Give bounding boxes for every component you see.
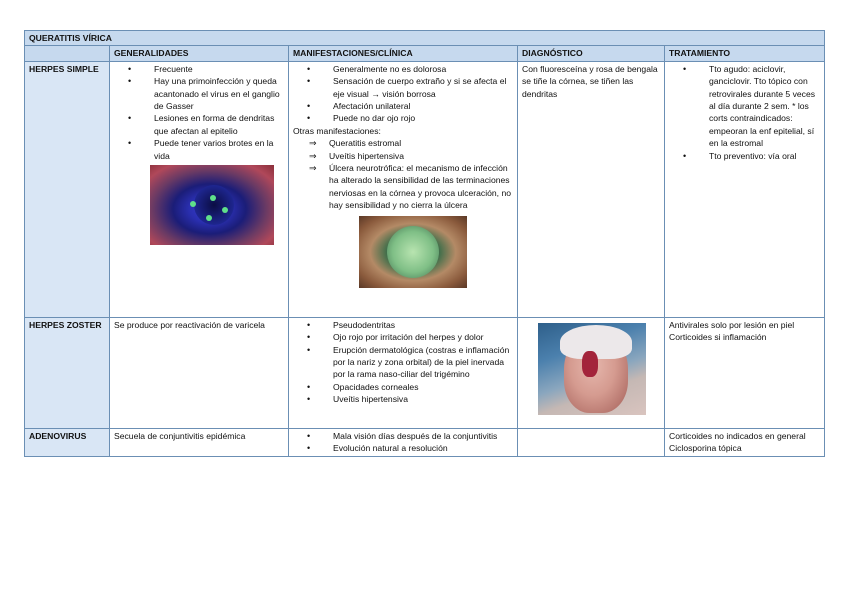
cell-ad-manifestaciones: [289, 428, 518, 456]
list-item: • Tto agudo: aciclovir, ganciclovir. Tto tópico con retrovirales durante 5 veces al día durante 2 sem. * los corts contraindicados: empeoran la enf epitelial, sí en la estromal: [709, 63, 820, 150]
cornea-shape: [387, 226, 439, 278]
list-item: • Sensación de cuerpo extraño y si se afecta el eje visual → visión borrosa: [333, 75, 513, 100]
hz-generalidades-text: Se produce por reactivación de varicela: [114, 319, 265, 330]
ad-tratamiento-line: Ciclosporina tópica: [669, 443, 742, 454]
hz-tratamiento-line: Corticoides si inflamación: [669, 332, 767, 343]
list-item: • Opacidades corneales: [333, 381, 513, 393]
hs-otras-list: [293, 137, 513, 211]
row-label-herpes-simple: HERPES SIMPLE: [25, 61, 110, 317]
list-item: • Evolución natural a resolución: [333, 442, 513, 454]
cell-ad-diagnostico: [518, 428, 665, 456]
header-diagnostico: DIAGNÓSTICO: [518, 46, 665, 61]
hs-tratamiento-list: [669, 63, 820, 162]
cell-ad-tratamiento: [665, 428, 825, 456]
cell-hs-generalidades: [110, 61, 289, 317]
list-item: • Puede no dar ojo rojo: [333, 112, 513, 124]
list-item: • Erupción dermatológica (costras e inflamación por la nariz y zona orbital) de la piel inervada por la rama naso-ciliar del trigémino: [333, 344, 513, 381]
cell-hz-diagnostico: [518, 317, 665, 428]
hs-generalidades-list: [114, 63, 284, 162]
cell-hs-tratamiento: [665, 61, 825, 317]
row-label-adenovirus: ADENOVIRUS: [25, 428, 110, 456]
cell-hz-manifestaciones: [289, 317, 518, 428]
otras-manifestaciones-label: Otras manifestaciones:: [293, 125, 381, 136]
header-tratamiento: TRATAMIENTO: [665, 46, 825, 61]
table-title: QUERATITIS VÍRICA: [25, 31, 825, 46]
eye-dendrites-image: [150, 165, 274, 245]
table-row-herpes-zoster: [25, 317, 825, 428]
hz-tratamiento-line: Antivirales solo por lesión en piel: [669, 319, 795, 330]
ad-tratamiento-line: Corticoides no indicados en general: [669, 430, 806, 441]
list-item: • Ojo rojo por irritación del herpes y dolor: [333, 331, 513, 343]
list-item: • Lesiones en forma de dendritas que afectan al epitelio: [154, 112, 284, 137]
list-item: • Hay una primoinfección y queda acantonado el virus en el ganglio de Gasser: [154, 75, 284, 112]
queratitis-table: [24, 30, 825, 457]
header-manifestaciones: MANIFESTACIONES/CLÍNICA: [289, 46, 518, 61]
list-item: • Tto preventivo: vía oral: [709, 150, 820, 162]
list-item: • Afectación unilateral: [333, 100, 513, 112]
list-item: • Mala visión días después de la conjuntivitis: [333, 430, 513, 442]
cell-hz-generalidades: [110, 317, 289, 428]
list-item: • Frecuente: [154, 63, 284, 75]
cell-ad-generalidades: [110, 428, 289, 456]
table-header-row: [25, 46, 825, 61]
cell-hz-tratamiento: [665, 317, 825, 428]
hz-manifestaciones-list: [293, 319, 513, 406]
pupil-shape: [194, 185, 234, 225]
ad-generalidades-text: Secuela de conjuntivitis epidémica: [114, 430, 246, 441]
table-row-adenovirus: [25, 428, 825, 456]
row-label-herpes-zoster: HERPES ZOSTER: [25, 317, 110, 428]
list-item: • Generalmente no es dolorosa: [333, 63, 513, 75]
ad-manifestaciones-list: [293, 430, 513, 455]
header-empty: [25, 46, 110, 61]
list-item: • Uveítis hipertensiva: [333, 393, 513, 405]
eye-ulcer-image: [359, 216, 467, 288]
list-item: ⇒ Queratitis estromal: [329, 137, 513, 149]
table-row-herpes-simple: [25, 61, 825, 317]
list-item: • Puede tener varios brotes en la vida: [154, 137, 284, 162]
list-item: ⇒ Úlcera neurotrófica: el mecanismo de infección ha alterado la sensibilidad de las terminaciones nerviosas en la córnea y provoca ulceración, no hay sensibilidad y no cierra la úlcera: [329, 162, 513, 212]
cell-hs-diagnostico: [518, 61, 665, 317]
cell-hs-manifestaciones: [289, 61, 518, 317]
list-item: • Pseudodentritas: [333, 319, 513, 331]
hs-manifestaciones-list: [293, 63, 513, 125]
rash-shape: [582, 351, 598, 377]
list-item: ⇒ Uveítis hipertensiva: [329, 150, 513, 162]
hs-diagnostico-text: Con fluoresceína y rosa de bengala se tiñe la córnea, se tiñen las dendritas: [522, 63, 658, 99]
zoster-patient-image: [538, 323, 646, 415]
table-title-row: [25, 31, 825, 46]
header-generalidades: GENERALIDADES: [110, 46, 289, 61]
